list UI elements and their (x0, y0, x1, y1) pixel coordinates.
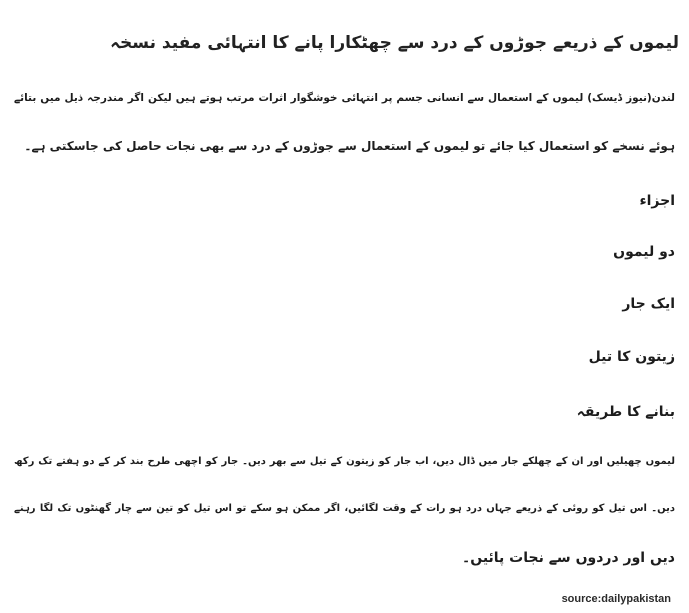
method-line-3: دیں اور دردوں سے نجات پائیں۔ (462, 550, 675, 566)
source-credit: source:dailypakistan (561, 593, 671, 605)
method-line-1: لیموں چھیلیں اور ان کے چھلکے جار میں ڈال دیں، اب جار کو زیتون کے تیل سے بھر دیں۔ جار کو اچھی طرح بند کر کے دو ہفتے تک رکھ (14, 456, 675, 467)
ingredient-item: ایک جار (622, 296, 675, 312)
ingredients-heading: اجزاء (639, 193, 675, 209)
method-heading: بنانے کا طریقہ (576, 404, 675, 420)
method-line-2: دیں۔ اس تیل کو روئی کے ذریعے جہاں درد ہو رات کے وقت لگائیں، اگر ممکن ہو سکے تو اس تیل کو تین سے چار گھنٹوں تک لگا رہنے (14, 503, 675, 514)
intro-line-2: ہوئے نسخے کو استعمال کیا جائے تو لیموں کے استعمال سے جوڑوں کے درد سے بھی نجات حاصل کی جاسکتی ہے۔ (24, 139, 675, 153)
ingredient-item: دو لیموں (613, 244, 675, 260)
article-title: لیموں کے ذریعے جوڑوں کے درد سے چھٹکارا پانے کا انتہائی مفید نسخہ (110, 33, 679, 53)
ingredient-item: زیتون کا تیل (588, 349, 675, 365)
intro-line-1: لندن(نیوز ڈیسک) لیموں کے استعمال سے انسانی جسم پر انتہائی خوشگوار اثرات مرتب ہوتے ہیں لیکن اگر مندرجہ ذیل میں بتائے (14, 92, 675, 104)
